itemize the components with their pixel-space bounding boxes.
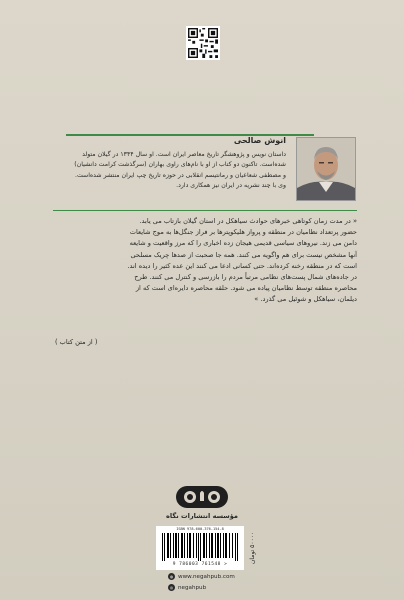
excerpt-line: محاصره منطقه توسط نظامیان پیاده می شود. حلقه محاصره دایره‌ای است که از [135, 284, 357, 293]
excerpt-line: دامن می زند. نیروهای سیاسی قدیمی هیجان زده اخباری را که مرز واقعیت و شایعه [129, 239, 357, 248]
website-row [168, 573, 235, 580]
barcode [156, 526, 244, 570]
instagram-icon: ◎ [169, 585, 174, 590]
excerpt-line: « در مدت زمان کوتاهی خبرهای حوادث سیاهکل در استان گیلان بازتاب می یابد. [139, 217, 357, 225]
publisher-logo [170, 483, 234, 511]
excerpt-line: در جاده‌های شمال پست‌های نظامی مرتباً مردم را بازرسی و کنترل می کنند. طرح [134, 273, 357, 282]
author-bio-line: داستان نویس و پژوهشگر تاریخ معاصر ایران است. او سال ۱۳۴۴ در گیلان متولد [82, 151, 286, 158]
author-bio-line: وی با چند نشریه در ایران نیز همکاری دارد. [176, 182, 286, 190]
author-bio-line: شده‌است. تاکنون دو کتاب از او با نام‌های راوی بهاران (سرگذشت کرامت دانشیان) [74, 161, 286, 169]
author-photo [296, 137, 356, 201]
source-note: ( از متن کتاب ) [55, 338, 98, 346]
excerpt-line: حضور پرتعداد نظامیان در منطقه و پرواز هلیکوپترها بر فراز جنگل‌ها به موج شایعات [129, 228, 357, 237]
barcode-icon [162, 533, 238, 561]
negah-logo-icon [170, 483, 234, 511]
isbn-number: ISBN 978-600-376-154-8 [176, 527, 224, 531]
instagram-text: negahpub [178, 584, 207, 591]
qr-code [186, 26, 220, 60]
publisher-name: مؤسسه انتشارات نگاه [166, 512, 238, 520]
barcode-number: 9 786003 761548 > [172, 562, 228, 567]
author-bio-line: و مصطفی شعاعیان و رمانتیسم انقلابی در حوزه تاریخ چپ ایران منتشر شده‌است. [74, 171, 286, 179]
excerpt-line: آنها مشخص نیست برای هم واگویه می کنند. همه جا صحبت از صدها چریک مسلحی [130, 250, 357, 259]
author-bio [56, 150, 286, 192]
author-name: انوش صالحی [233, 136, 286, 145]
website-text: www.negahpub.com [178, 573, 235, 580]
qr-code-icon [188, 28, 218, 58]
excerpt-line: است که در منطقه رخنه کرده‌اند. حتی کسانی ادعا می کنند این عده کثیر را دیده اند. [127, 261, 357, 270]
author-portrait-icon [297, 138, 355, 200]
excerpt-line: دیلمان، سیاهکل و شوئیل می گذرد. » [254, 295, 357, 304]
excerpt-divider [53, 210, 357, 211]
price-text: ۵۰۰۰۰ تومان [249, 531, 256, 564]
globe-icon: ◍ [169, 574, 174, 579]
instagram-row [168, 584, 206, 591]
book-excerpt [53, 216, 357, 306]
price-label [247, 530, 259, 564]
